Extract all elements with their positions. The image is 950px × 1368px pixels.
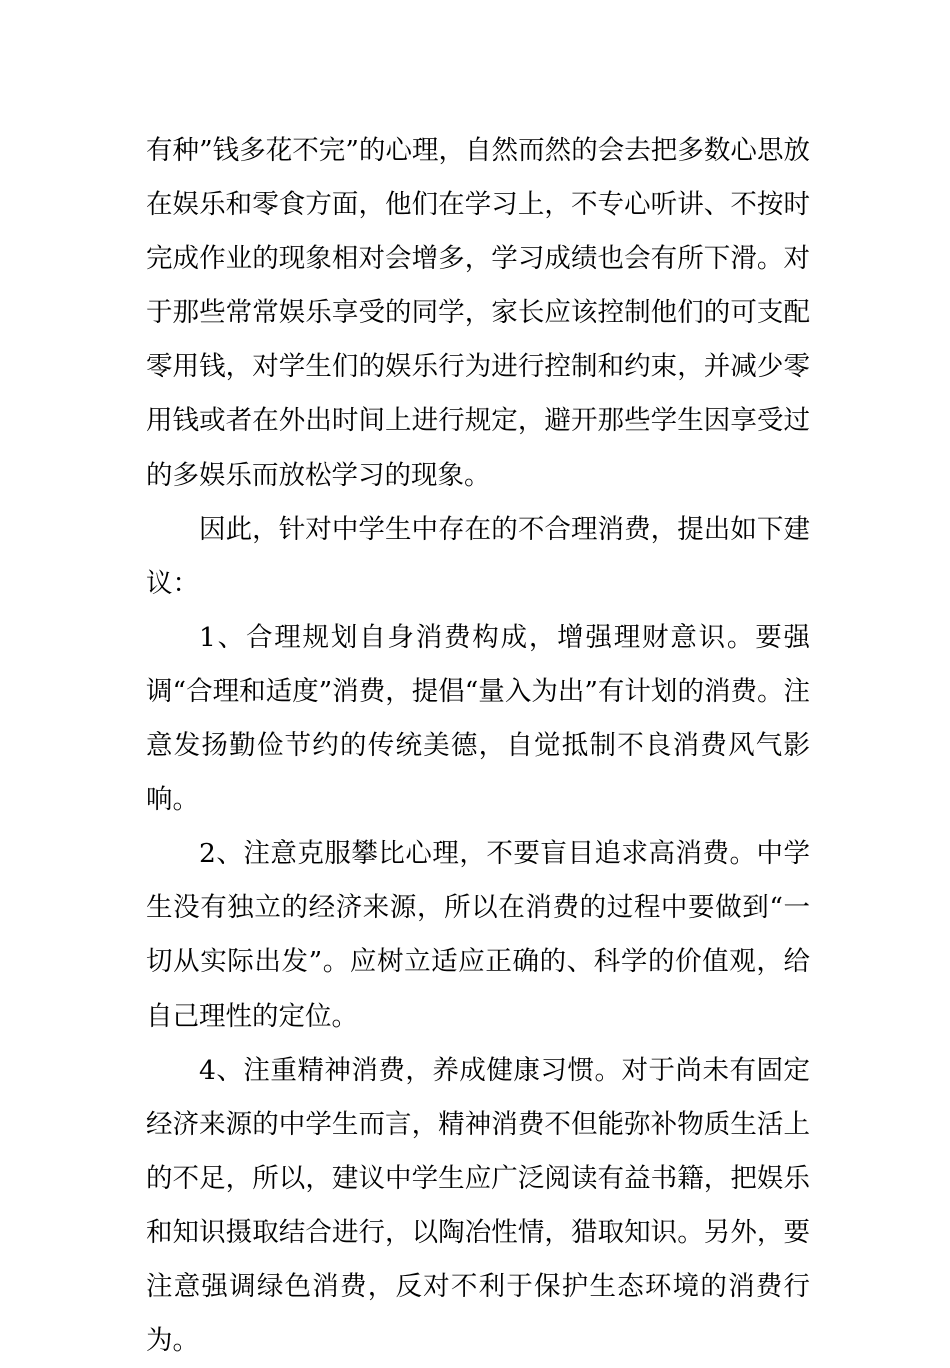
paragraph-suggestion-1: 1、合理规划自身消费构成，增强理财意识。要强调“合理和适度”消费，提倡“量入为出”有计划的消费。注意发扬勤俭节约的传统美德，自觉抵制不良消费风气影响。 <box>146 621 810 816</box>
paragraph-suggestion-4: 4、注重精神消费，养成健康习惯。对于尚未有固定经济来源的中学生而言，精神消费不但能弥补物质生活上的不足，所以，建议中学生应广泛阅读有益书籍，把娱乐和知识摄取结合进行，以陶冶性情，猎取知识。另外，要注意强调绿色消费，反对不利于保护生态环境的消费行为。 <box>146 1054 810 1357</box>
paragraph-continuation: 有种”钱多花不完”的心理，自然而然的会去把多数心思放在娱乐和零食方面，他们在学习上，不专心听讲、不按时完成作业的现象相对会增多，学习成绩也会有所下滑。对于那些常常娱乐享受的同学，家长应该控制他们的可支配零用钱，对学生们的娱乐行为进行控制和约束，并减少零用钱或者在外出时间上进行规定，避开那些学生因享受过的多娱乐而放松学习的现象。 <box>146 135 810 491</box>
paragraph-suggestion-intro: 因此，针对中学生中存在的不合理消费，提出如下建议： <box>146 513 810 599</box>
paragraph-suggestion-2: 2、注意克服攀比心理，不要盲目追求高消费。中学生没有独立的经济来源，所以在消费的过程中要做到“一切从实际出发”。应树立适应正确的、科学的价值观，给自己理性的定位。 <box>146 838 810 1032</box>
body-text <box>146 124 810 1368</box>
